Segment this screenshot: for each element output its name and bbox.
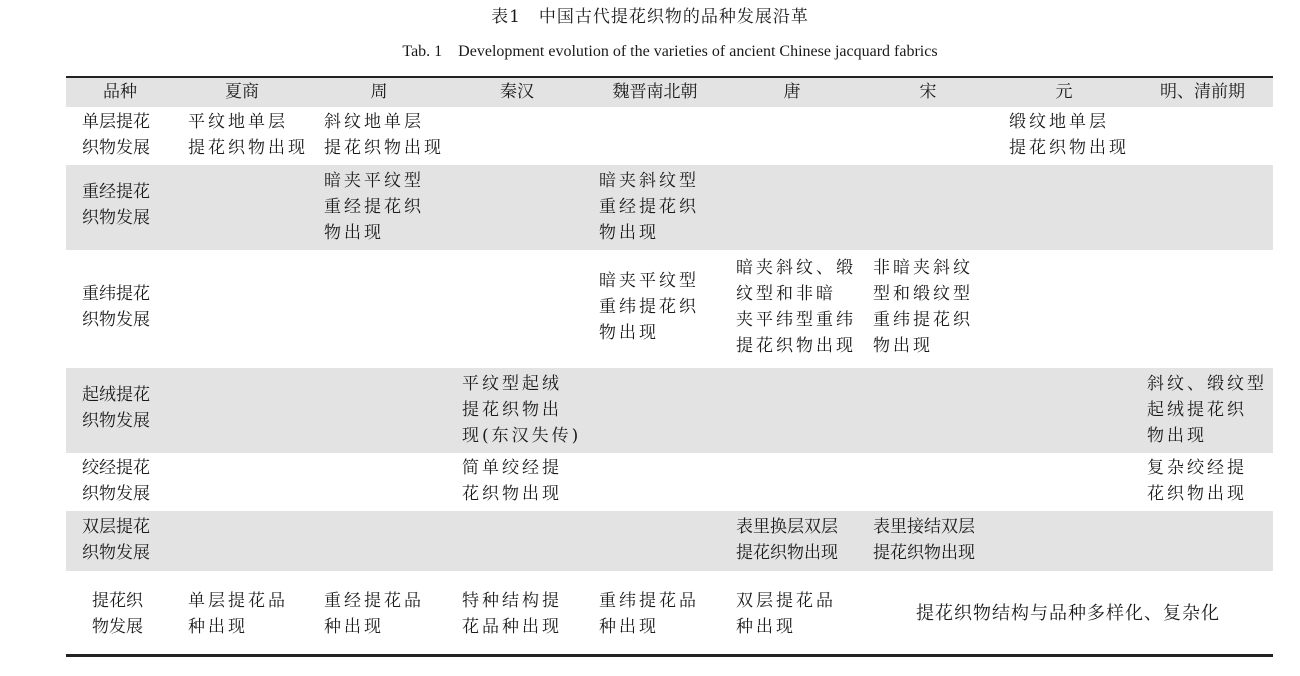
table-row <box>66 165 1273 250</box>
table-cell: 斜纹地单层 提花织物出现 <box>324 112 444 158</box>
table-cell: 简单绞经提 花织物出现 <box>462 458 562 504</box>
row-variety: 绞经提花 织物发展 <box>82 458 150 504</box>
table-cell: 单层提花品 种出现 <box>188 591 288 637</box>
table-cell: 平纹型起绒 提花织物出 现(东汉失传) <box>462 374 582 446</box>
table-cell: 双层提花品 种出现 <box>736 591 836 637</box>
table-cell: 重纬提花品 种出现 <box>599 591 699 637</box>
header-tang: 唐 <box>783 82 801 102</box>
header-variety: 品种 <box>103 82 137 102</box>
row-variety: 重纬提花 织物发展 <box>82 284 150 330</box>
table-cell: 表里换层双层 提花织物出现 <box>736 517 838 563</box>
table-caption-zh: 表1 中国古代提花织物的品种发展沿革 <box>491 7 809 27</box>
table-row <box>66 571 1273 654</box>
header-wei-jin: 魏晋南北朝 <box>612 82 698 102</box>
row-variety: 提花织 物发展 <box>92 591 143 637</box>
table-cell: 暗夹斜纹、缎 纹型和非暗 夹平纬型重纬 提花织物出现 <box>736 258 856 356</box>
table-cell: 复杂绞经提 花织物出现 <box>1147 458 1247 504</box>
header-yuan: 元 <box>1055 82 1073 102</box>
table-cell: 表里接结双层 提花织物出现 <box>873 517 975 563</box>
table-cell: 平纹地单层 提花织物出现 <box>188 112 308 158</box>
row-variety: 重经提花 织物发展 <box>82 182 150 228</box>
table-cell: 暗夹平纹型 重纬提花织 物出现 <box>599 271 699 343</box>
table-cell: 缎纹地单层 提花织物出现 <box>1009 112 1129 158</box>
header-xia-shang: 夏商 <box>225 82 259 102</box>
table-span-cell: 提花织物结构与品种多样化、复杂化 <box>916 603 1220 624</box>
table-row <box>66 511 1273 571</box>
table-cell: 暗夹平纹型 重经提花织 物出现 <box>324 171 424 243</box>
table-caption-en: Tab. 1 Development evolution of the varieties of ancient Chinese jacquard fabrics <box>402 43 938 60</box>
table-header-row <box>66 78 1273 107</box>
table-row <box>66 368 1273 453</box>
table-cell: 斜纹、缎纹型 起绒提花织 物出现 <box>1147 374 1267 446</box>
table-row <box>66 453 1273 511</box>
header-ming-qing: 明、清前期 <box>1160 82 1245 102</box>
header-zhou: 周 <box>370 82 388 102</box>
row-variety: 起绒提花 织物发展 <box>82 385 150 431</box>
header-qin-han: 秦汉 <box>500 82 534 102</box>
header-song: 宋 <box>919 82 937 102</box>
table-row <box>66 250 1273 368</box>
table-bottom-rule <box>66 654 1273 657</box>
row-variety: 双层提花 织物发展 <box>82 517 150 563</box>
table-cell: 暗夹斜纹型 重经提花织 物出现 <box>599 171 699 243</box>
table-row <box>66 107 1273 165</box>
table-cell: 特种结构提 花品种出现 <box>462 591 562 637</box>
table-cell: 非暗夹斜纹 型和缎纹型 重纬提花织 物出现 <box>873 258 973 356</box>
row-variety: 单层提花 织物发展 <box>82 112 150 158</box>
table-cell: 重经提花品 种出现 <box>324 591 424 637</box>
